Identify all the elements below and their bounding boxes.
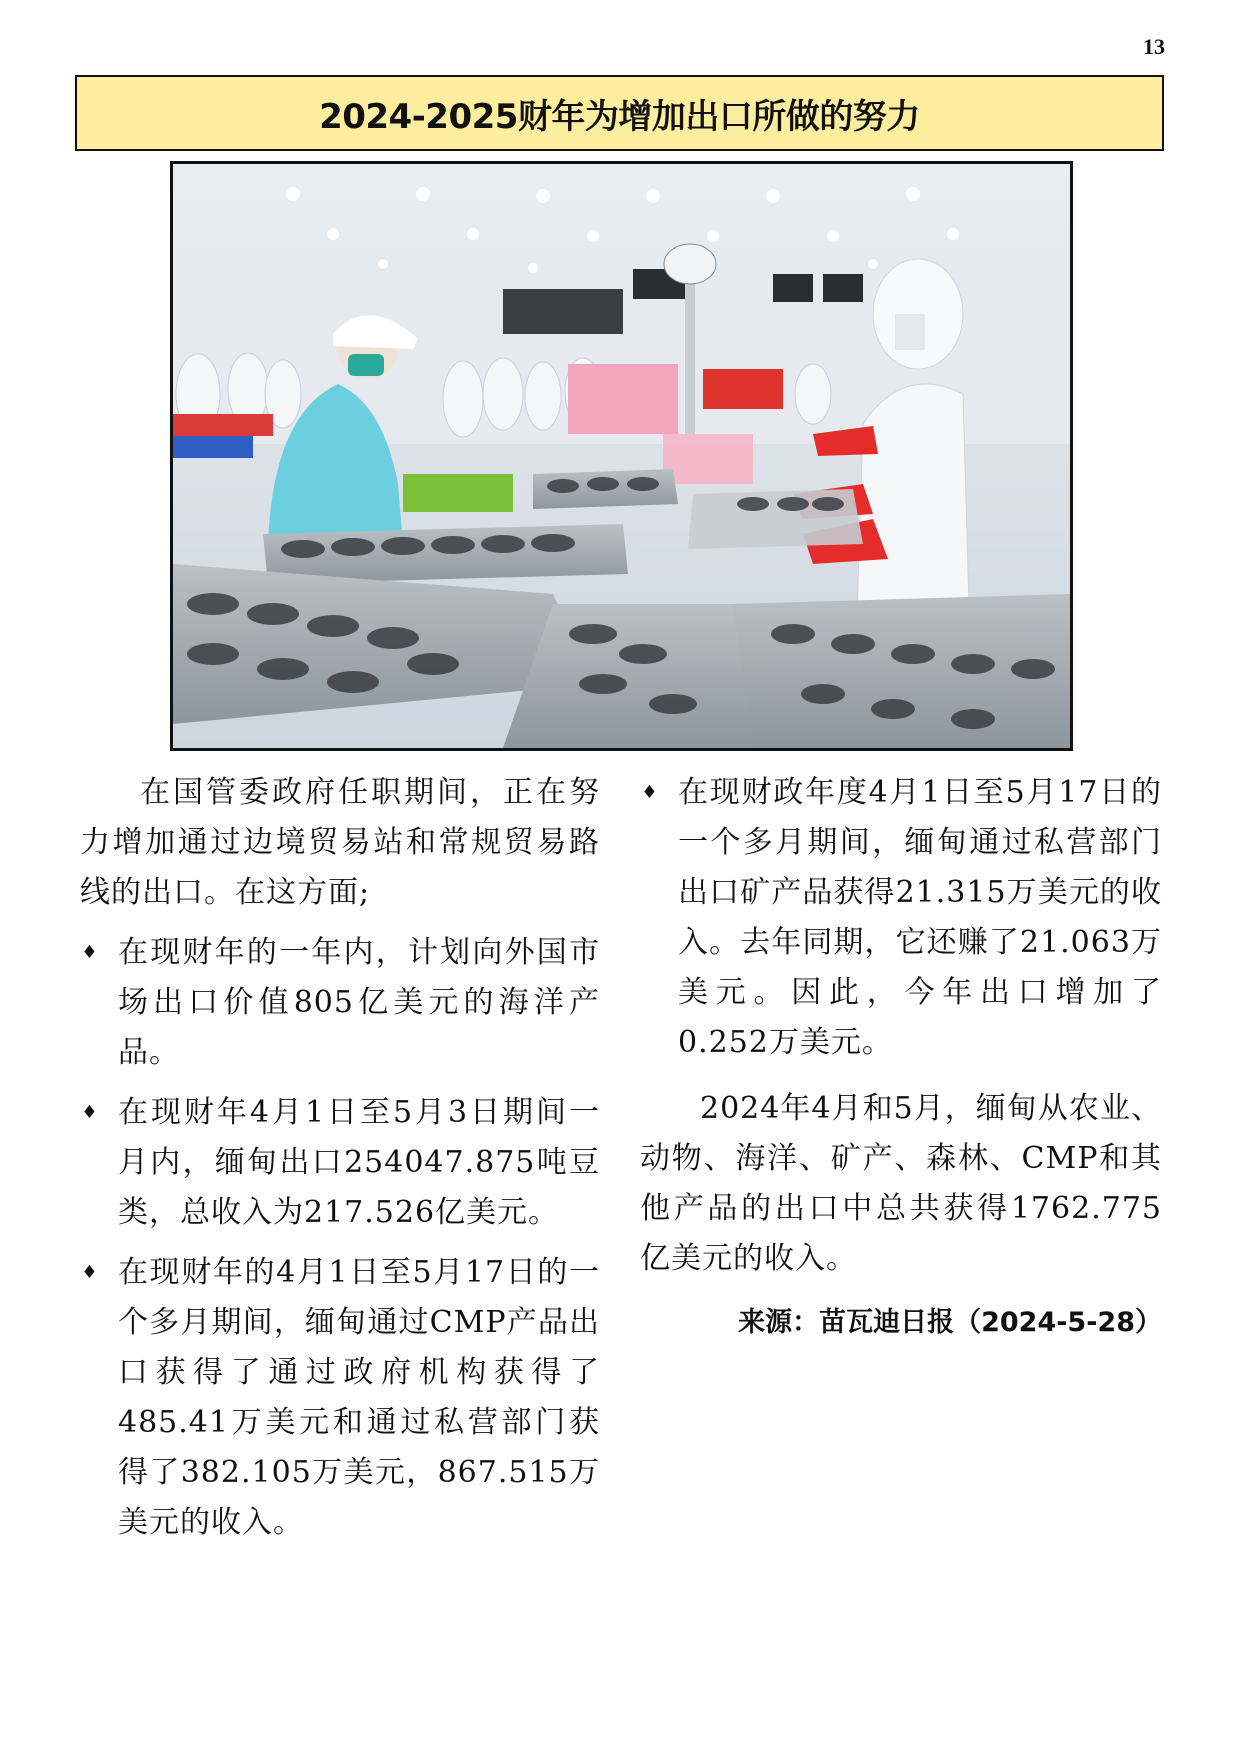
list-item [80,1088,600,1238]
list-item [640,768,1162,1068]
seafood-processing-factory-illustration [173,164,1070,748]
page-number: 13 [1143,34,1165,59]
bullet-text: 在现财年的4月1日至5月17日的一个多月期间，缅甸通过CMP产品出口获得了通过政府机构获得了485.41万美元和通过私营部门获得了382.105万美元，867.515万美元的收入。 [118,1255,600,1540]
source-citation: 来源：苗瓦迪日报（2024-5-28） [738,1307,1162,1338]
diamond-bullet-icon: ♦ [81,1102,99,1123]
left-column [80,768,600,1548]
title-banner [75,75,1164,151]
diamond-bullet-icon: ♦ [81,942,99,963]
right-column [640,768,1162,1348]
list-item [80,928,600,1078]
diamond-bullet-icon: ♦ [641,782,659,803]
bullet-text: 在现财年的一年内，计划向外国市场出口价值805亿美元的海洋产品。 [118,935,600,1070]
diamond-bullet-icon: ♦ [81,1262,99,1283]
bullet-text: 在现财政年度4月1日至5月17日的一个多月期间，缅甸通过私营部门出口矿产品获得21.315万美元的收入。去年同期，它还赚了21.063万美元。因此，今年出口增加了0.252万美元。 [678,775,1162,1060]
summary-paragraph: 2024年4月和5月，缅甸从农业、动物、海洋、矿产、森林、CMP和其他产品的出口中总共获得1762.775亿美元的收入。 [640,1091,1162,1276]
list-item [80,1248,600,1548]
bullet-text: 在现财年4月1日至5月3日期间一月内，缅甸出口254047.875吨豆类，总收入为217.526亿美元。 [118,1095,600,1230]
factory-photo [170,161,1073,751]
intro-paragraph: 在国管委政府任职期间，正在努力增加通过边境贸易站和常规贸易路线的出口。在这方面; [80,775,600,910]
page-title: 2024-2025财年为增加出口所做的努力 [319,96,920,137]
